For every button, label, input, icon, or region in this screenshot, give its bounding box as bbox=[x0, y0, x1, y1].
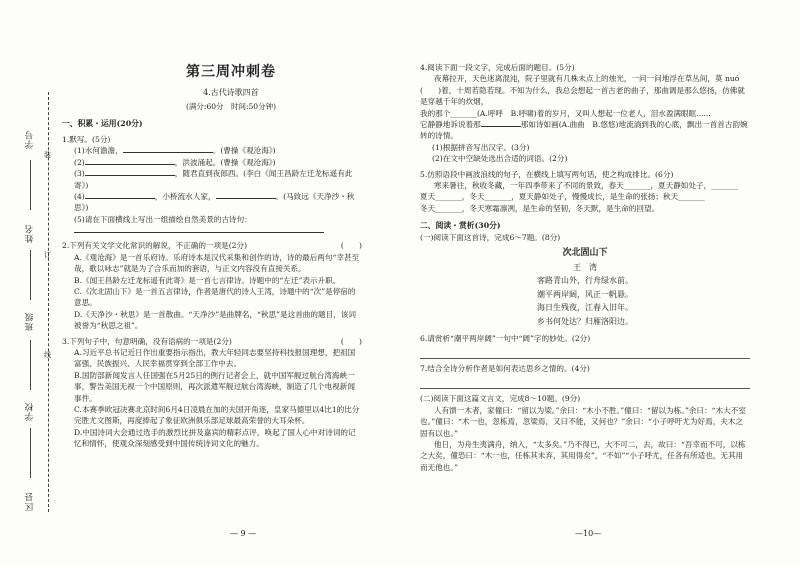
question-3: 3.下列句子中，句意明确，没有语病的一项是(2分) ( ) bbox=[62, 336, 362, 346]
q4-passage-1: 夜幕拉开，天色迷离混沌，院子里就有几株未点上的烛光，一问一问地浮在草丛间，莫 nuó bbox=[434, 74, 740, 84]
q2-option-a[interactable]: A.《观沧海》是一首乐府诗。乐府诗本是汉代采集和创作的诗，诗的最后两句“幸甚至哉，歌以咏志”就是为了合乐而加的套语，与正文内容没有直接关系。 bbox=[74, 252, 360, 274]
poem-title: 次北固山下 bbox=[562, 248, 608, 259]
page-number-left: — 9 — bbox=[230, 529, 257, 538]
school-blank[interactable] bbox=[30, 428, 31, 478]
q1-item-2: (2) ，洪波涌起。(曹操《观沧海》) bbox=[74, 157, 276, 167]
q5-passage-2: 夏天_______，冬天_______，夏天静如处子，慢慢成长，是生命的张扬；秋天_______ bbox=[420, 192, 705, 202]
q5-passage-1: 寒来暑往，秋收冬藏，一年四季带来了不同的景致，春天_______，夏天静如处子，_______ bbox=[434, 180, 738, 190]
school-label: 学校 bbox=[25, 402, 35, 421]
q2-option-b[interactable]: B.《闻王昌龄左迁龙标遥有此寄》是一首七言律诗。诗题中的“左迁”表示升职。 bbox=[74, 275, 341, 285]
q1-item-4: (4) ，小桥流水人家， 。(马致远《天净沙・秋思》) bbox=[74, 191, 355, 213]
section-heading: 二、阅读・赏析(30分) bbox=[420, 221, 501, 231]
prose-paragraph-1: 人有馈一木者，家僮曰：“留以为梁。”余曰：“木小不胜。”僮曰：“留以为栋。”余曰：“木大不室也。”僮曰：“木一也，忽栋焉，忽梁焉，又曰不能，又何也？”余曰：“小子呼吁尤为好焉，夫木之固有以也。” bbox=[420, 405, 746, 438]
question-6: 6.请赏析“潮平两岸阔”一句中“阔”字的妙处。(2分) bbox=[420, 333, 591, 343]
answer-blank[interactable] bbox=[85, 164, 175, 165]
q4-passage-4: 它静静地诉说着那 那如诗如画(A.曲曲 B.悠悠)地流淌到我的心底，飘出一首首古韵婉转的诗情。 bbox=[420, 119, 748, 141]
section-heading: 一、积累・运用(20分) bbox=[62, 119, 143, 129]
binding-mark: 线 bbox=[44, 351, 51, 359]
class-blank[interactable] bbox=[30, 340, 31, 390]
student-id-label: 学号 bbox=[25, 130, 35, 149]
question-2: 2.下列有关文学文化常识的解说，不正确的一项是(2分) ( ) bbox=[62, 241, 362, 251]
binding-mark: 装 bbox=[44, 151, 51, 159]
question-1: 1.默写。(5分) bbox=[62, 134, 111, 144]
prose-paragraph-2: 他日，为舟生夷满舟，纳入，“太多矣。”乃不得已，大不可二，去，故曰：“吾幸而不可，以栋之大矣，僮恐曰：“木一也，任栋其未弃，其用得矣”，“不如”“小子呼尤，任各有所适也，无其用而无他也。” bbox=[420, 439, 746, 472]
exam-meta: (满分:60分 时间:50分钟) bbox=[186, 102, 276, 111]
q1-item-5: (5)请在下面横线上写出一组描绘自然美景的古诗句： bbox=[74, 214, 252, 224]
poem-line: 客路青山外，行舟绿水前。 bbox=[537, 276, 633, 286]
q4-subquestion-1: (1)根据拼音写出汉字。(3分) bbox=[432, 142, 530, 152]
reading-2-instruction: (二)阅读下面这篇文言文，完成8～10题。(9分) bbox=[420, 394, 581, 404]
page-right bbox=[420, 62, 750, 473]
poem-author: 王 湾 bbox=[573, 262, 597, 272]
q4-passage-3: 我的那个_______(A.呼呼 B.呼啸)着的岁月，又叫人想起一位老人，泪水盈满眼眶...... bbox=[420, 108, 711, 118]
page-number-right: —10— bbox=[575, 529, 602, 538]
binding-mark: 订 bbox=[44, 251, 51, 259]
q4-passage-2: ( )着，十周若隐若现。不知为什么，我总会想起一首古老的曲子，那曲调是那么悠扬，仿佛就是穿越千年的炊烟， bbox=[420, 85, 745, 107]
student-id-blank[interactable] bbox=[30, 160, 31, 210]
q3-option-b[interactable]: B.国防部新闻发言人任国强在5月25日的例行记者会上，就中国军舰过航台湾海峡一事，警告美国无视一个中国原则，再次派遣军舰过航台湾海峡，制造了几个电视新闻事件。 bbox=[74, 370, 355, 403]
answer-line[interactable] bbox=[420, 344, 750, 359]
question-5: 5.仿照语段中画波浪线的句子，在横线上填写两句话，使之构成排比。(6分) bbox=[420, 169, 674, 179]
q2-option-c[interactable]: C.《次北固山下》是一首五言律诗，作者是唐代的诗人王湾，诗题中的“次”是停宿的意思。 bbox=[74, 287, 356, 308]
exam-subtitle: 4.古代诗歌四首 bbox=[203, 88, 259, 97]
reading-1-instruction: (一)阅读下面这首诗，完成6～7题。(8分) bbox=[420, 232, 561, 242]
q3-option-d[interactable]: D.中国诗词大会通过选手的激烈比拼及嘉宾的精彩点评，唤起了国人心中对诗词的记忆和情怀，使观众深刻感受到中国传统诗词文化的魅力。 bbox=[74, 427, 356, 449]
q1-item-3: (3) ，随君直到夜郎西。(李白《闻王昌龄左迁龙标遥有此寄》) bbox=[74, 169, 353, 190]
answer-blank[interactable] bbox=[216, 198, 276, 199]
name-blank[interactable] bbox=[30, 250, 31, 300]
poem-line: 海日生残夜，江春入旧年。 bbox=[537, 303, 633, 313]
q3-option-c[interactable]: C.本赛季欧冠决赛北京时间6月4日凌晨在加的夫国开角逐，皇家马德里以4比1的比分完胜尤文图斯，再度捧起了象征欧洲俱乐部足球最高荣誉的大耳朵杯。 bbox=[74, 404, 360, 426]
q1-item-1: (1)水何澹澹， 。(曹操《观沧海》) bbox=[74, 146, 276, 156]
answer-blank[interactable] bbox=[481, 126, 521, 127]
answer-line[interactable] bbox=[420, 374, 750, 389]
question-4: 4.阅读下面一段文字，完成后面的题目。(5分) bbox=[420, 63, 575, 72]
poem-line: 潮平两岸阔，风正一帆悬。 bbox=[537, 289, 633, 299]
q3-option-a[interactable]: A.习近平总书记近日作出重要指示指出，教大年轻同志要坚持科技报国理想，把祖国富强、民族振兴、人民幸福贯穿到全部工作中去。 bbox=[74, 347, 356, 369]
name-label: 姓名 bbox=[25, 224, 35, 243]
q4-subquestion-2: (2)在文中空缺处选出合适的词语。(2分) bbox=[432, 154, 568, 164]
question-7: 7.结合全诗分析作者是如何表达思乡之情的。(4分) bbox=[420, 364, 590, 374]
answer-blank[interactable] bbox=[74, 232, 324, 233]
page-left bbox=[62, 62, 362, 449]
district-label: 区县 bbox=[25, 492, 35, 511]
answer-blank[interactable] bbox=[85, 175, 175, 176]
exam-title: 第三周冲刺卷 bbox=[186, 64, 276, 80]
poem-line: 乡书何处达？归雁洛阳边。 bbox=[537, 317, 633, 327]
binding-margin bbox=[0, 0, 60, 565]
answer-blank[interactable] bbox=[123, 152, 213, 153]
q2-option-d[interactable]: D.《天净沙・秋思》是一首散曲。“天净沙”是曲牌名，“秋思”是这首曲的题目，该词被誉为“秋思之祖”。 bbox=[74, 309, 356, 331]
class-label: 班级 bbox=[25, 312, 35, 331]
answer-blank[interactable] bbox=[85, 198, 155, 199]
q1-item-5-answer bbox=[62, 225, 362, 236]
q5-passage-3: 冬天_______，冬天寒霜凛冽，是生命的坚韧，冬天默，是生命的回望。 bbox=[420, 203, 660, 213]
